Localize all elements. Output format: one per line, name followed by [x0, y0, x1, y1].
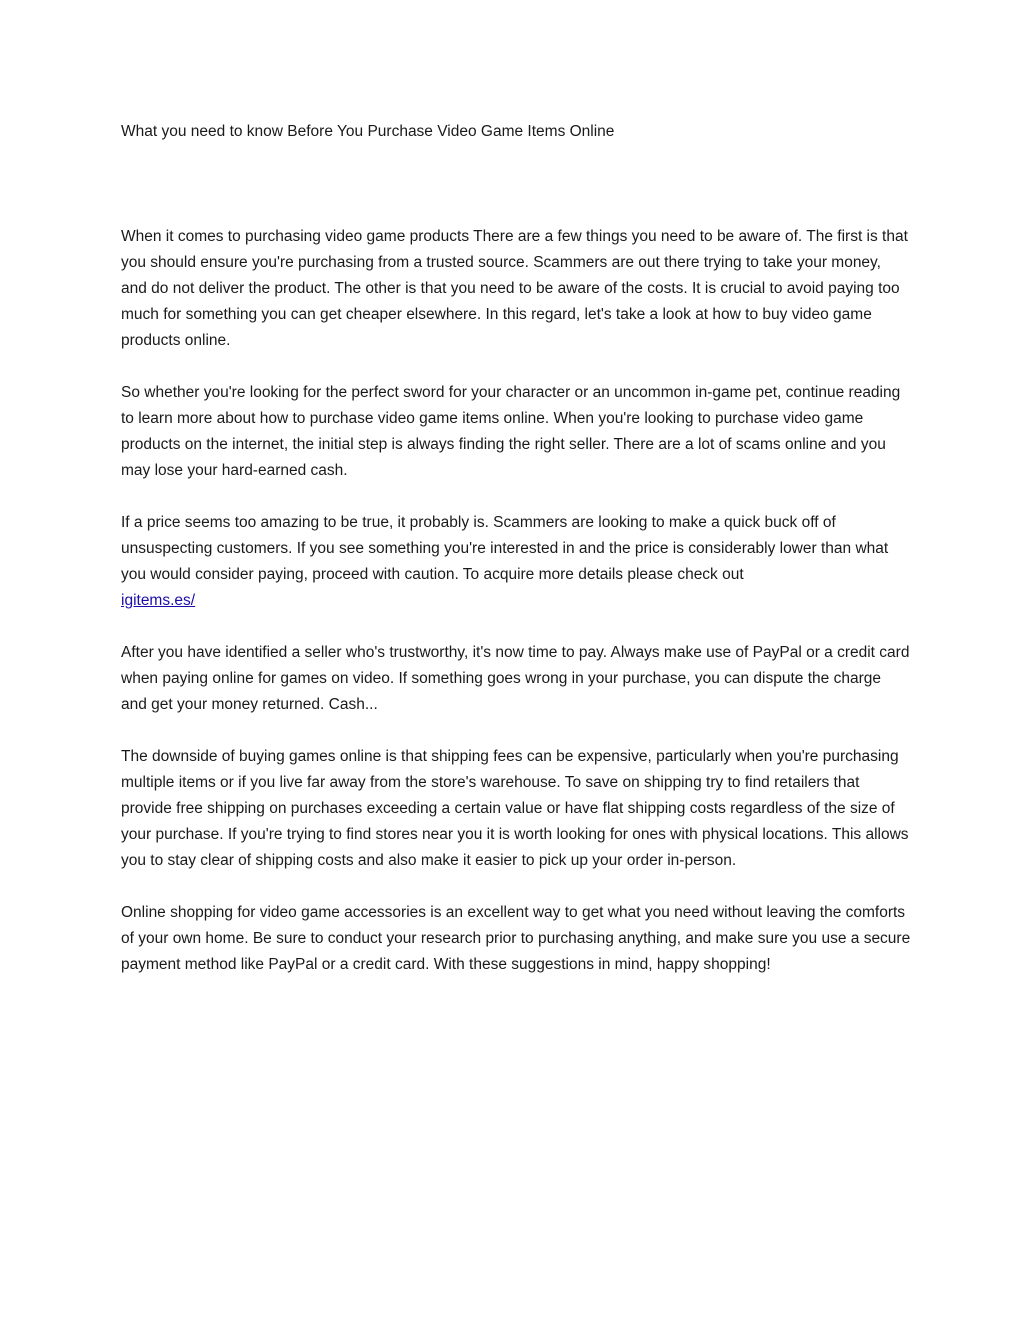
paragraph-intro — [121, 224, 911, 354]
paragraph-text: Online shopping for video game accessories is an excellent way to get what you need without leaving the comforts of your own home. Be sure to conduct your research prior to purchasing anything, and make sure you use a secure payment method like PayPal or a credit card. With these suggestions in mind, happy shopping! — [121, 904, 911, 973]
paragraph-text: So whether you're looking for the perfect sword for your character or an uncommon in-game pet, continue reading to learn more about how to purchase video game items online. When you're looking to purchase video game products on the internet, the initial step is always finding the right seller. There are a lot of scams online and you may lose your hard-earned cash. — [121, 384, 901, 479]
document-title: What you need to know Before You Purchase Video Game Items Online — [121, 123, 615, 140]
paragraph-text: When it comes to purchasing video game products There are a few things you need to be aware of. The first is that you should ensure you're purchasing from a trusted source. Scammers are out there trying to take your money, and do not deliver the product. The other is that you need to be aware of the costs. It is crucial to avoid paying too much for something you can get cheaper elsewhere. In this regard, let's take a look at how to buy video game products online. — [121, 228, 908, 349]
paragraph-shipping — [121, 744, 911, 874]
document-body — [121, 224, 911, 1004]
paragraph-payment — [121, 640, 911, 718]
paragraph-finding-seller — [121, 380, 911, 484]
igitems-link[interactable]: igitems.es/ — [121, 592, 196, 609]
paragraph-price-warning — [121, 510, 911, 614]
paragraph-conclusion — [121, 900, 911, 978]
paragraph-text: After you have identified a seller who's trustworthy, it's now time to pay. Always make use of PayPal or a credit card when paying online for games on video. If something goes wrong in your purchase, you can dispute the charge and get your money returned. Cash... — [121, 644, 910, 713]
paragraph-text: If a price seems too amazing to be true, it probably is. Scammers are looking to make a quick buck off of unsuspecting customers. If you see something you're interested in and the price is considerably lower than what you would consider paying, proceed with caution. To acquire more details please check out — [121, 514, 889, 583]
paragraph-text: The downside of buying games online is that shipping fees can be expensive, particularly when you're purchasing multiple items or if you live far away from the store's warehouse. To save on shipping try to find retailers that provide free shipping on purchases exceeding a certain value or have flat shipping costs regardless of the size of your purchase. If you're trying to find stores near you it is worth looking for ones with physical locations. This allows you to stay clear of shipping costs and also make it easier to pick up your order in-person. — [121, 748, 909, 869]
